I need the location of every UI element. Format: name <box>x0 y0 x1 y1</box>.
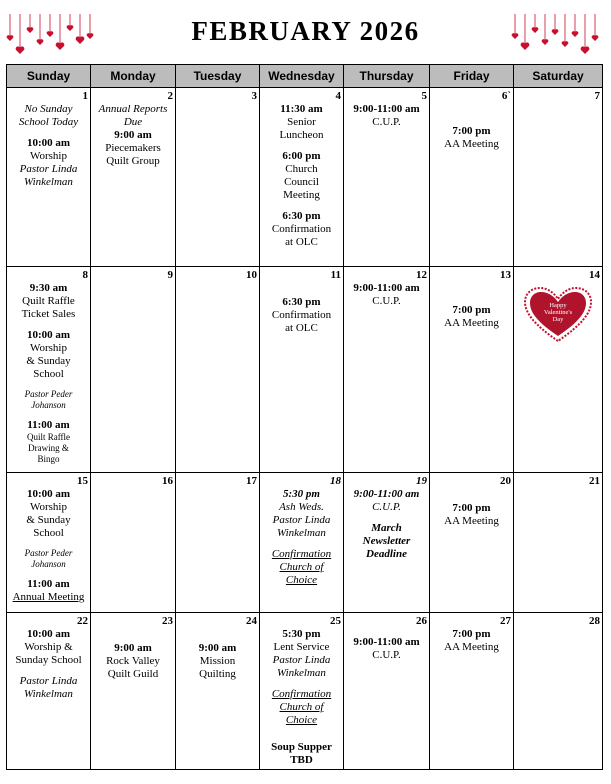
day-number: 20 <box>500 475 511 487</box>
day-cell-14 <box>514 267 603 473</box>
event-title: Drawing & <box>28 443 69 453</box>
day-number: 12 <box>416 269 427 281</box>
day-number: 13 <box>500 269 511 281</box>
day-number: 21 <box>589 475 600 487</box>
day-number: 24 <box>246 615 257 627</box>
event-title: C.U.P. <box>372 649 401 661</box>
event-leader: Pastor Peder <box>24 389 73 399</box>
valentine-text: Day <box>552 316 564 323</box>
weekday-header-tuesday: Tuesday <box>176 65 260 88</box>
event-title: Mission <box>199 655 236 667</box>
event-title: Church of <box>279 701 324 713</box>
day-cell-23 <box>91 613 176 770</box>
event-title: Annual Meeting <box>12 591 85 603</box>
event-leader: Pastor Linda <box>19 675 78 687</box>
day-cell-26 <box>344 613 430 770</box>
event-leader: Winkelman <box>24 176 73 188</box>
day-number: 4 <box>335 90 341 102</box>
day-number: 14 <box>589 269 600 281</box>
weekday-header-wednesday: Wednesday <box>260 65 344 88</box>
event-title: Senior <box>287 116 316 128</box>
event-leader: Pastor Peder <box>24 548 73 558</box>
event-time: 11:00 am <box>27 578 70 590</box>
event-title: AA Meeting <box>444 317 499 329</box>
valentine-text: Happy <box>549 302 567 309</box>
event-title: Worship <box>29 501 67 513</box>
event-title: Rock Valley <box>106 655 160 667</box>
event-title: & Sunday <box>26 514 71 526</box>
event-leader: Winkelman <box>24 688 73 700</box>
day-cell-13 <box>430 267 514 473</box>
event-title: AA Meeting <box>444 641 499 653</box>
day-cell-18 <box>260 473 344 613</box>
event-title: C.U.P. <box>372 501 401 513</box>
event-time: 6:30 pm <box>282 296 321 308</box>
day-cell-16 <box>91 473 176 613</box>
day-cell-25 <box>260 613 344 770</box>
event-title: Ticket Sales <box>21 308 76 320</box>
day-number: 10 <box>246 269 257 281</box>
event-title: Bingo <box>37 454 60 464</box>
event-leader: Winkelman <box>277 667 326 679</box>
event-title: Choice <box>285 714 318 726</box>
day-number: 9 <box>167 269 173 281</box>
event-title: Confirmation <box>271 688 332 700</box>
event-time: 9:00 am <box>114 129 152 141</box>
event-title: Quilt Group <box>106 155 160 167</box>
event-title: School <box>33 527 64 539</box>
event-title: Council <box>284 176 319 188</box>
day-number: 19 <box>416 475 427 487</box>
day-cell-22 <box>7 613 91 770</box>
event-leader: Pastor Linda <box>272 514 331 526</box>
event-title: AA Meeting <box>444 138 499 150</box>
day-number: 25 <box>330 615 341 627</box>
day-number: 28 <box>589 615 600 627</box>
weekday-header-thursday: Thursday <box>344 65 430 88</box>
day-cell-7 <box>514 88 603 267</box>
day-number: 2 <box>167 90 173 102</box>
event-title: Sunday School <box>15 654 82 666</box>
day-cell-1 <box>7 88 91 267</box>
day-number: 17 <box>246 475 257 487</box>
day-cell-17 <box>176 473 260 613</box>
day-number: 8 <box>82 269 88 281</box>
event-note: March <box>371 522 402 534</box>
event-title: at OLC <box>285 322 318 334</box>
event-leader: Johanson <box>31 559 66 569</box>
day-number: 26 <box>416 615 427 627</box>
day-number: 18 <box>330 475 341 487</box>
day-number: 16 <box>162 475 173 487</box>
calendar-title: FEBRUARY 2026 <box>191 16 420 46</box>
event-time: 9:00 am <box>114 642 152 654</box>
event-time: 7:00 pm <box>452 502 491 514</box>
event-time: 9:00-11:00 am <box>353 103 420 115</box>
day-number: 22 <box>77 615 88 627</box>
event-title: Quilt Guild <box>107 668 159 680</box>
event-leader: Winkelman <box>277 527 326 539</box>
day-cell-20 <box>430 473 514 613</box>
event-title: Confirmation <box>271 223 332 235</box>
event-time: 11:00 am <box>27 419 70 431</box>
event-title: Luncheon <box>279 129 324 141</box>
event-title: C.U.P. <box>372 295 401 307</box>
event-title: C.U.P. <box>372 116 401 128</box>
day-number: 11 <box>330 269 341 281</box>
event-time: 9:00 am <box>198 642 237 654</box>
event-title: Soup Supper <box>271 741 332 753</box>
event-time: 6:30 pm <box>282 210 321 222</box>
day-number: 5 <box>421 90 427 102</box>
event-title: Confirmation <box>271 309 332 321</box>
event-title: Meeting <box>283 189 320 201</box>
event-note: School Today <box>18 116 79 128</box>
event-title: School <box>33 368 64 380</box>
day-number: 7 <box>594 90 600 102</box>
event-note: Due <box>123 116 143 128</box>
event-time: 5:30 pm <box>282 628 321 640</box>
event-time: 7:00 pm <box>452 628 491 640</box>
day-cell-24 <box>176 613 260 770</box>
day-cell-11 <box>260 267 344 473</box>
day-cell-2 <box>91 88 176 267</box>
event-time: 9:30 am <box>29 282 68 294</box>
day-number: 27 <box>500 615 511 627</box>
event-note: Newsletter <box>362 535 411 547</box>
weekday-header-saturday: Saturday <box>514 65 603 88</box>
event-leader: Pastor Linda <box>272 654 331 666</box>
event-title: Church of <box>279 561 324 573</box>
event-title: Worship & <box>24 641 73 653</box>
valentine-text: Valentine's <box>543 309 573 316</box>
event-time: 7:00 pm <box>452 125 491 137</box>
day-cell-8 <box>7 267 91 473</box>
event-title: Quilting <box>199 668 236 680</box>
day-number: 15 <box>77 475 88 487</box>
event-title: Worship <box>29 150 67 162</box>
day-cell-5 <box>344 88 430 267</box>
event-time: 7:00 pm <box>452 304 491 316</box>
day-cell-27 <box>430 613 514 770</box>
event-time: 6:00 pm <box>282 150 321 162</box>
event-leader: Pastor Linda <box>19 163 78 175</box>
event-title: Lent Service <box>273 641 330 653</box>
event-time: 11:30 am <box>280 103 323 115</box>
day-cell-3 <box>176 88 260 267</box>
event-title: AA Meeting <box>444 515 499 527</box>
event-title: Quilt Raffle <box>26 432 71 442</box>
day-number: 23 <box>162 615 173 627</box>
event-title: TBD <box>290 754 313 766</box>
event-note: Deadline <box>366 548 407 560</box>
day-cell-10 <box>176 267 260 473</box>
event-time: 9:00-11:00 am <box>353 282 420 294</box>
hanging-hearts-right-icon <box>511 14 601 56</box>
event-title: Quilt Raffle <box>22 295 75 307</box>
event-title: Ash Weds. <box>279 501 324 513</box>
event-title: Choice <box>285 574 318 586</box>
valentine-heart-icon <box>523 286 593 344</box>
day-number: 1 <box>82 90 88 102</box>
event-time: 10:00 am <box>26 488 71 500</box>
event-time: 10:00 am <box>26 329 71 341</box>
day-cell-21 <box>514 473 603 613</box>
event-title: & Sunday <box>26 355 71 367</box>
event-time: 5:30 pm <box>283 488 320 500</box>
day-cell-19 <box>344 473 430 613</box>
calendar-grid <box>6 64 603 770</box>
event-title: Confirmation <box>271 548 332 560</box>
event-time: 9:00-11:00 am <box>353 636 420 648</box>
day-number: 6` <box>501 90 511 102</box>
event-time: 9:00-11:00 am <box>353 488 420 500</box>
event-title: Piecemakers <box>105 142 161 154</box>
event-leader: Johanson <box>31 400 66 410</box>
event-note: No Sunday <box>24 103 73 115</box>
event-title: Worship <box>29 342 67 354</box>
weekday-header-friday: Friday <box>430 65 514 88</box>
event-title: Church <box>285 163 318 175</box>
day-cell-15 <box>7 473 91 613</box>
day-cell-9 <box>91 267 176 473</box>
event-time: 10:00 am <box>26 628 71 640</box>
event-note: Annual Reports <box>98 103 168 115</box>
weekday-header-sunday: Sunday <box>7 65 91 88</box>
day-cell-12 <box>344 267 430 473</box>
event-title: at OLC <box>285 236 318 248</box>
day-cell-4 <box>260 88 344 267</box>
day-cell-28 <box>514 613 603 770</box>
weekday-header-monday: Monday <box>91 65 176 88</box>
event-time: 10:00 am <box>26 137 71 149</box>
day-cell-6 <box>430 88 514 267</box>
day-number: 3 <box>251 90 257 102</box>
